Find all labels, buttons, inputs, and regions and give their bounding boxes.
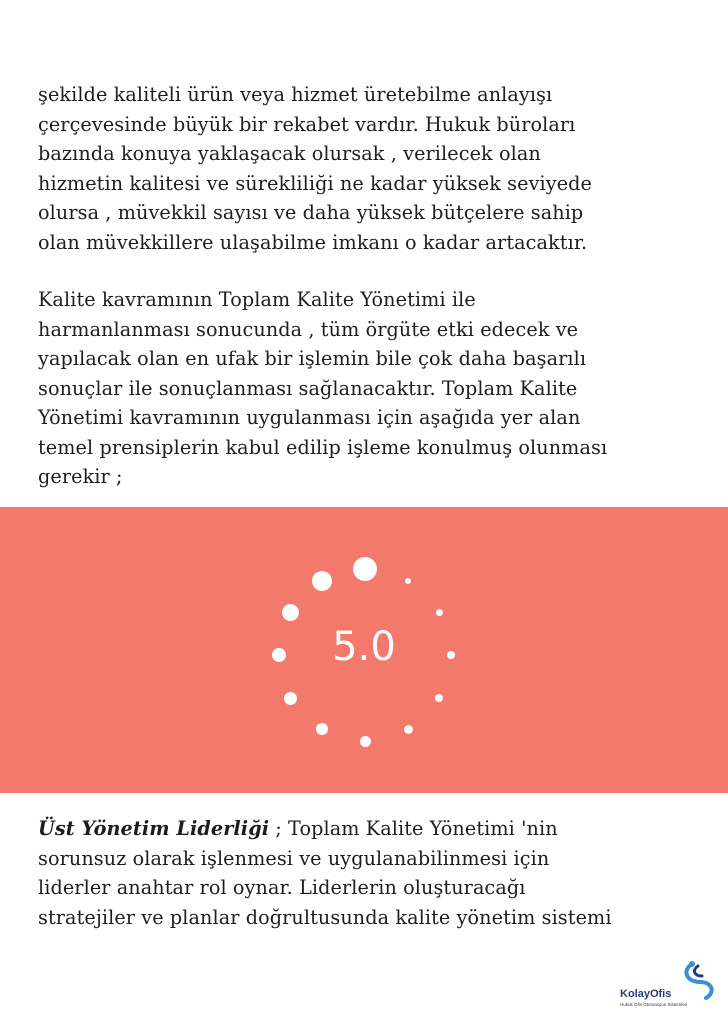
- text-line: harmanlanması sonucunda , tüm örgüte etki edecek ve: [38, 317, 579, 341]
- text-line: bazında konuya yaklaşacak olursak , verilecek olan: [38, 142, 541, 165]
- text-line: olan müvekkillere ulaşabilme imkanı o kadar artacaktır.: [38, 230, 588, 254]
- paragraph-top-management-leadership: [38, 814, 718, 932]
- loading-dot: [312, 571, 332, 591]
- paragraph-quality-competition: [38, 80, 718, 257]
- text-line: Kalite kavramının Toplam Kalite Yönetimi ile: [38, 288, 476, 311]
- text-line: gerekir ;: [38, 465, 123, 488]
- heading-continuation: ; Toplam Kalite Yönetimi 'nin: [269, 817, 558, 840]
- text-line: stratejiler ve planlar doğrultusunda kalite yönetim sistemi: [38, 905, 612, 929]
- loading-dot: [360, 736, 371, 747]
- text-line: olursa , müvekkil sayısı ve daha yüksek bütçelere sahip: [38, 201, 584, 224]
- rating-banner: [0, 507, 728, 793]
- paragraph-total-quality-management: [38, 285, 718, 492]
- loading-dot: [405, 578, 411, 584]
- kolayofis-logo: [620, 960, 724, 1024]
- text-line: yapılacak olan en ufak bir işlemin bile çok daha başarılı: [38, 347, 587, 370]
- section-heading: Üst Yönetim Liderliği: [38, 817, 270, 840]
- rating-value: 5.0: [332, 624, 396, 670]
- loading-dot: [284, 692, 297, 705]
- text-line: temel prensiplerin kabul edilip işleme konulmuş olunması: [38, 435, 608, 459]
- text-line: sorunsuz olarak işlenmesi ve uygulanabilinmesi için: [38, 846, 550, 870]
- loading-dot: [316, 723, 328, 735]
- text-line: Yönetimi kavramının uygulanması için aşağıda yer alan: [38, 406, 581, 429]
- text-line: şekilde kaliteli ürün veya hizmet üretebilme anlayışı: [38, 83, 553, 106]
- kolayofis-logo-icon: [672, 960, 722, 1000]
- text-line: [38, 814, 718, 844]
- loading-dot: [353, 557, 377, 581]
- text-line: hizmetin kalitesi ve sürekliliği ne kadar yüksek seviyede: [38, 171, 592, 195]
- logo-tagline: Hukuk Ofis Otomasyon Sistemleri: [620, 1002, 688, 1007]
- logo-name: KolayOfis: [620, 988, 672, 1000]
- text-line: sonuçlar ile sonuçlanması sağlanacaktır. Toplam Kalite: [38, 376, 578, 400]
- text-line: çerçevesinde büyük bir rekabet vardır. Hukuk büroları: [38, 112, 576, 136]
- loading-dot: [435, 694, 443, 702]
- loading-dot: [404, 725, 413, 734]
- loading-dot: [436, 609, 443, 616]
- text-line: liderler anahtar rol oynar. Liderlerin oluşturacağı: [38, 876, 526, 899]
- loading-dot: [282, 604, 299, 621]
